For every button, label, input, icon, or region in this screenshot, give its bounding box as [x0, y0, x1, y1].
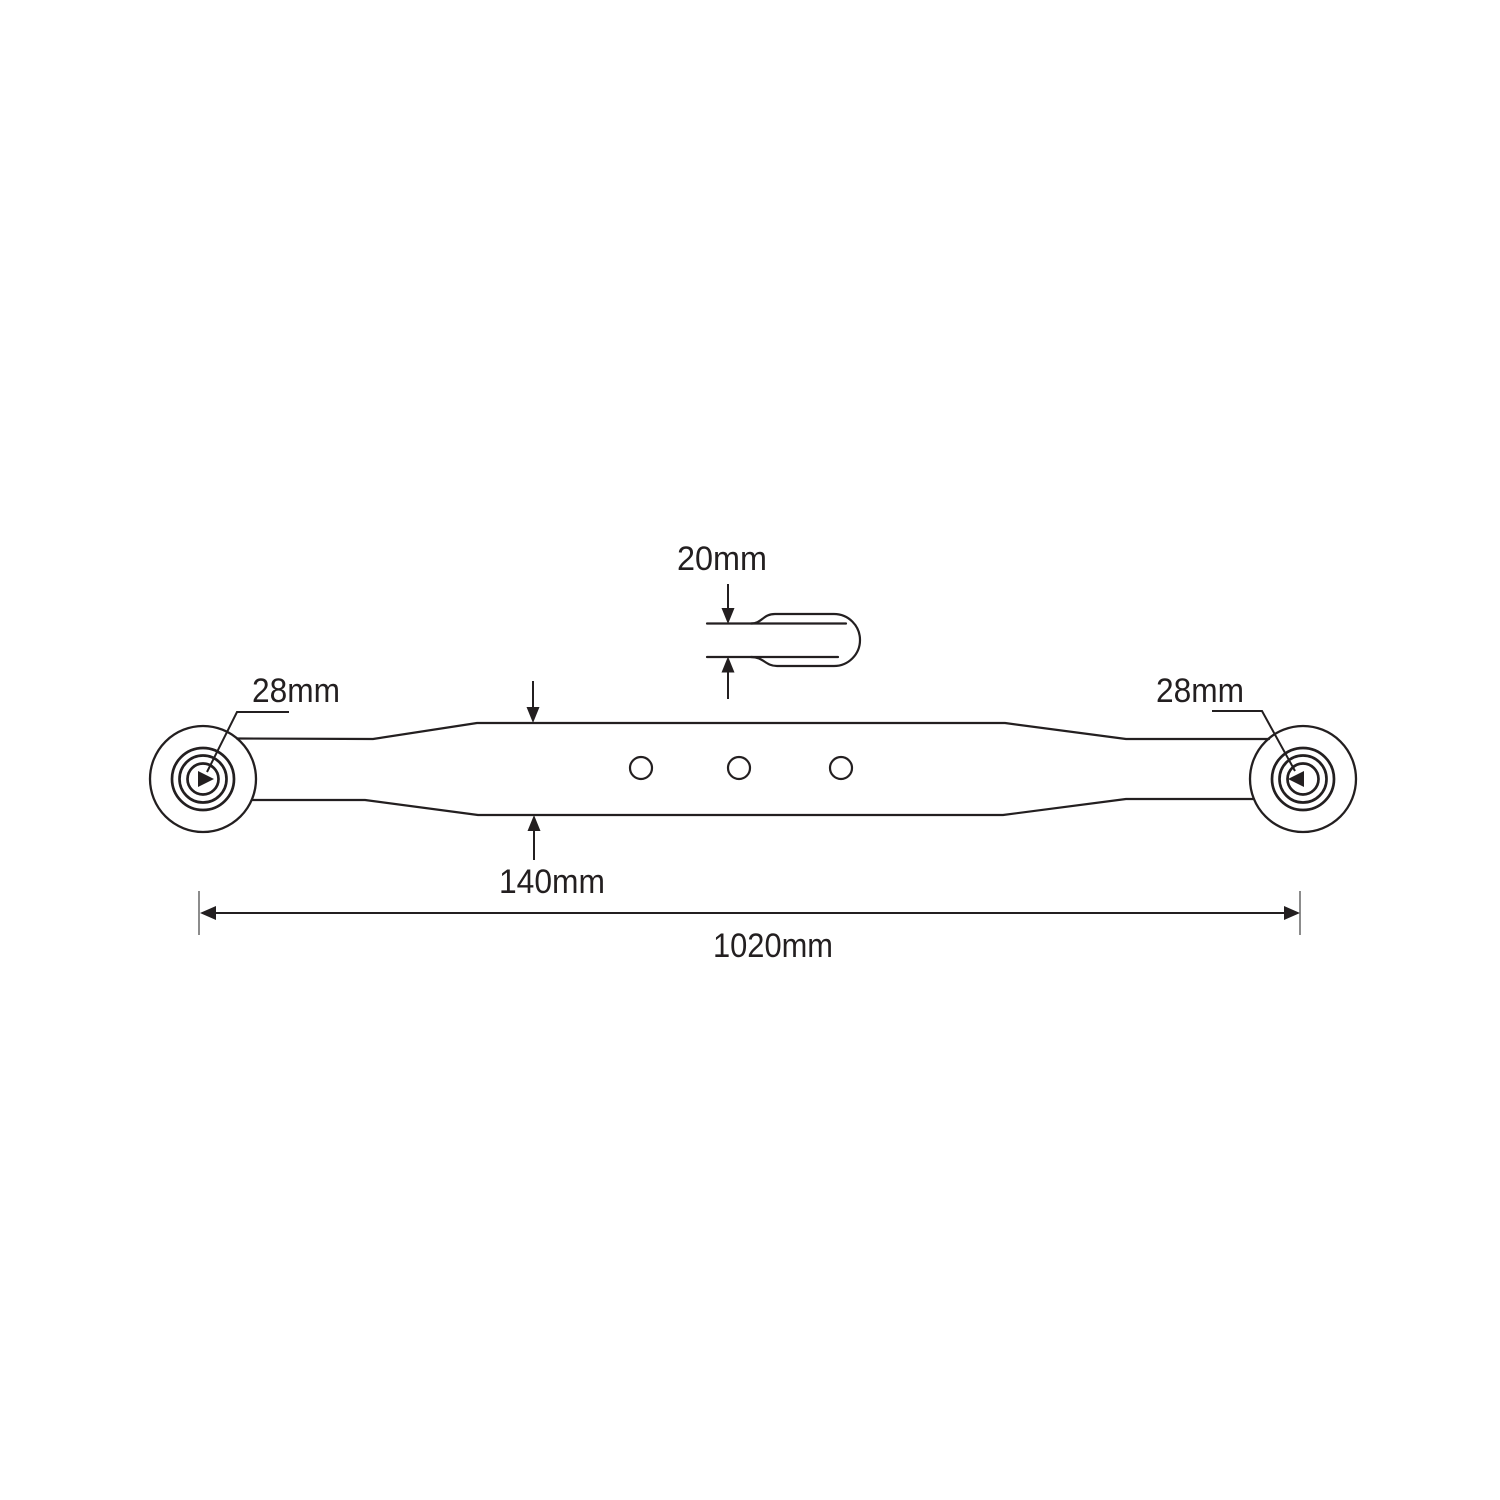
width-label: 140mm: [499, 863, 605, 901]
length-label: 1020mm: [713, 927, 833, 965]
arrow-up-icon: [722, 657, 735, 673]
main-bar: [237, 723, 1269, 815]
bar-top-edge: [237, 723, 1269, 739]
right-bore-label: 28mm: [1156, 672, 1244, 710]
thickness-label: 20mm: [677, 540, 767, 578]
linch-pin-hole: [830, 757, 852, 779]
right-ball-joint: [1156, 672, 1356, 832]
linch-pin-hole: [728, 757, 750, 779]
arrow-down-icon: [722, 608, 735, 624]
leader-arrow-left-icon: [1288, 771, 1304, 787]
width-dimension: [499, 681, 605, 901]
arrow-up-icon: [528, 815, 541, 831]
arrow-down-icon: [527, 707, 540, 723]
arrow-right-icon: [1284, 906, 1300, 920]
left-bore-label: 28mm: [252, 672, 340, 710]
leader-arrow-right-icon: [198, 771, 214, 787]
eye-boss-profile: [751, 614, 860, 666]
length-dimension: [199, 891, 1300, 965]
linch-pin-hole: [630, 757, 652, 779]
bar-bottom-edge: [252, 799, 1254, 815]
arrow-left-icon: [200, 906, 216, 920]
side-view-detail: [677, 540, 860, 699]
left-ball-joint: [150, 672, 340, 832]
